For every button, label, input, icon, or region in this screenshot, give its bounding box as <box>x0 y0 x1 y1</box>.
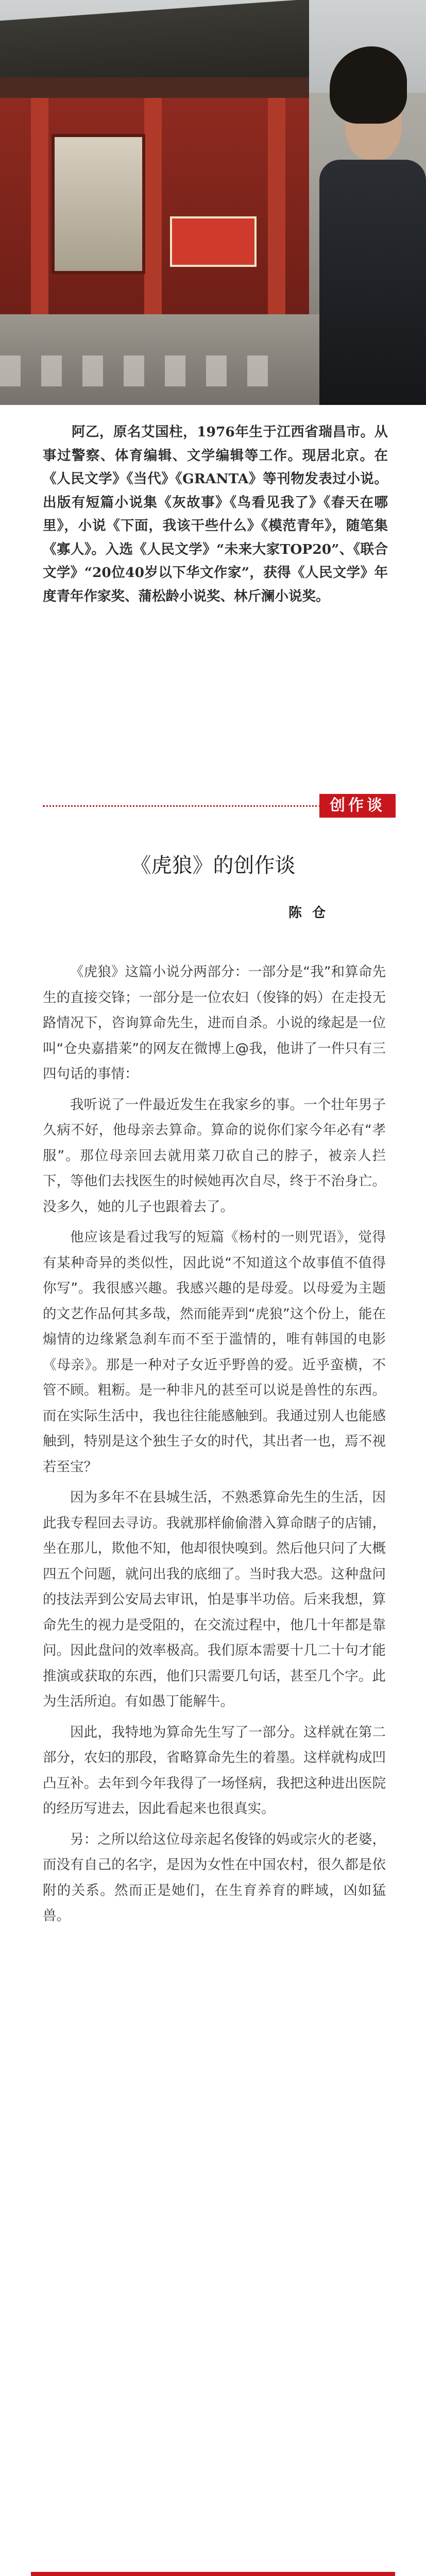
section-tag: 创作谈 <box>319 794 396 818</box>
body-paragraph: 《虎狼》这篇小说分两部分：一部分是“我”和算命先生的直接交锋；一部分是一位农妇（俊锋的妈）在走投无路情况下，咨询算命先生，进而自杀。小说的缘起是一位叫“仓央嘉措莱”的网友在微博上@我，他讲了一件只有三四句话的事情： <box>43 964 386 1082</box>
body-paragraph: 另：之所以给这位母亲起名俊锋的妈或宗火的老婆，而没有自己的名字，是因为女性在中国农村，很久都是依附的关系。然而正是她们，在生育养育的畔域，凶如猛兽。 <box>43 1831 386 1924</box>
body-paragraph: 他应该是看过我写的短篇《杨村的一则咒语》，觉得有某种奇异的类似性，因此说“不知道这个故事值不值得你写”。我很感兴趣。我感兴趣的是母爱。以母爱为主题的文艺作品何其多哉，然而能弄到“虎狼”这个份上，能在煽情的边缘紧急刹车而不至于滥情的，唯有韩国的电影《母亲》。那是一种对子女近乎野兽的爱。近乎蛮横，不管不顾。粗粝。是一种非凡的甚至可以说是兽性的东西。而在实际生活中，我也往往能感触到。我通过别人也能感触到，特别是这个独生子女的时代，其出者一也，焉不视若至宝？ <box>43 1229 386 1475</box>
author-photo <box>0 0 426 405</box>
body-paragraph: 因此，我特地为算命先生写了一部分。这样就在第二部分，农妇的那段，省略算命先生的着墨。这样就构成凹凸互补。去年到今年我得了一场怪病，我把这种进出医院的经历写进去，因此看起来也很真实。 <box>43 1724 386 1817</box>
body-paragraph: 我听说了一件最近发生在我家乡的事。一个壮年男子久病不好，他母亲去算命。算命的说你们家今年必有“孝服”。那位母亲回去就用菜刀砍自己的脖子，被亲人拦下，等他们去找医生的时候她再次自尽，终于不治身亡。没多久，她的儿子也跟着去了。 <box>43 1096 386 1215</box>
article-title: 《虎狼》的创作谈 <box>130 854 296 877</box>
article-author: 陈仓 <box>288 905 336 921</box>
body-paragraph: 因为多年不在县城生活，不熟悉算命先生的生活，因此我专程回去寻访。我就那样偷偷潜入算命瞎子的店铺，坐在那儿，欺他不知，他却很快嗅到。然后他只问了大概四五个问题，就问出我的底细了。当时我大恐。这种盘问的技法弄到公安局去审讯，怕是事半功倍。后来我想，算命先生的视力是受阻的，在交流过程中，他几十年都是靠问。因此盘问的效率极高。我们原本需要十几二十句才能推演或获取的东西，他们只需要几句话，甚至几个字。此为生活所迫。有如愚丁能解牛。 <box>43 1489 386 1709</box>
section-divider <box>43 805 321 807</box>
author-bio: 阿乙，原名艾国柱，1976年生于江西省瑞昌市。从事过警察、体育编辑、文学编辑等工作。现居北京。在《人民文学》《当代》《GRANTA》等刊物发表过小说。出版有短篇小说集《灰故事》《鸟看见我了》《春天在哪里》，小说《下面，我该干些什么》《模范青年》，随笔集《寡人》。入选《人民文学》“未来大家TOP20”、《联合文学》“20位40岁以下华文作家”，获得《人民文学》年度青年作家奖、蒲松龄小说奖、林斤澜小说奖。 <box>43 424 388 604</box>
footer-banner <box>31 2572 395 2576</box>
author-figure <box>319 46 426 405</box>
article-body <box>43 959 386 1934</box>
